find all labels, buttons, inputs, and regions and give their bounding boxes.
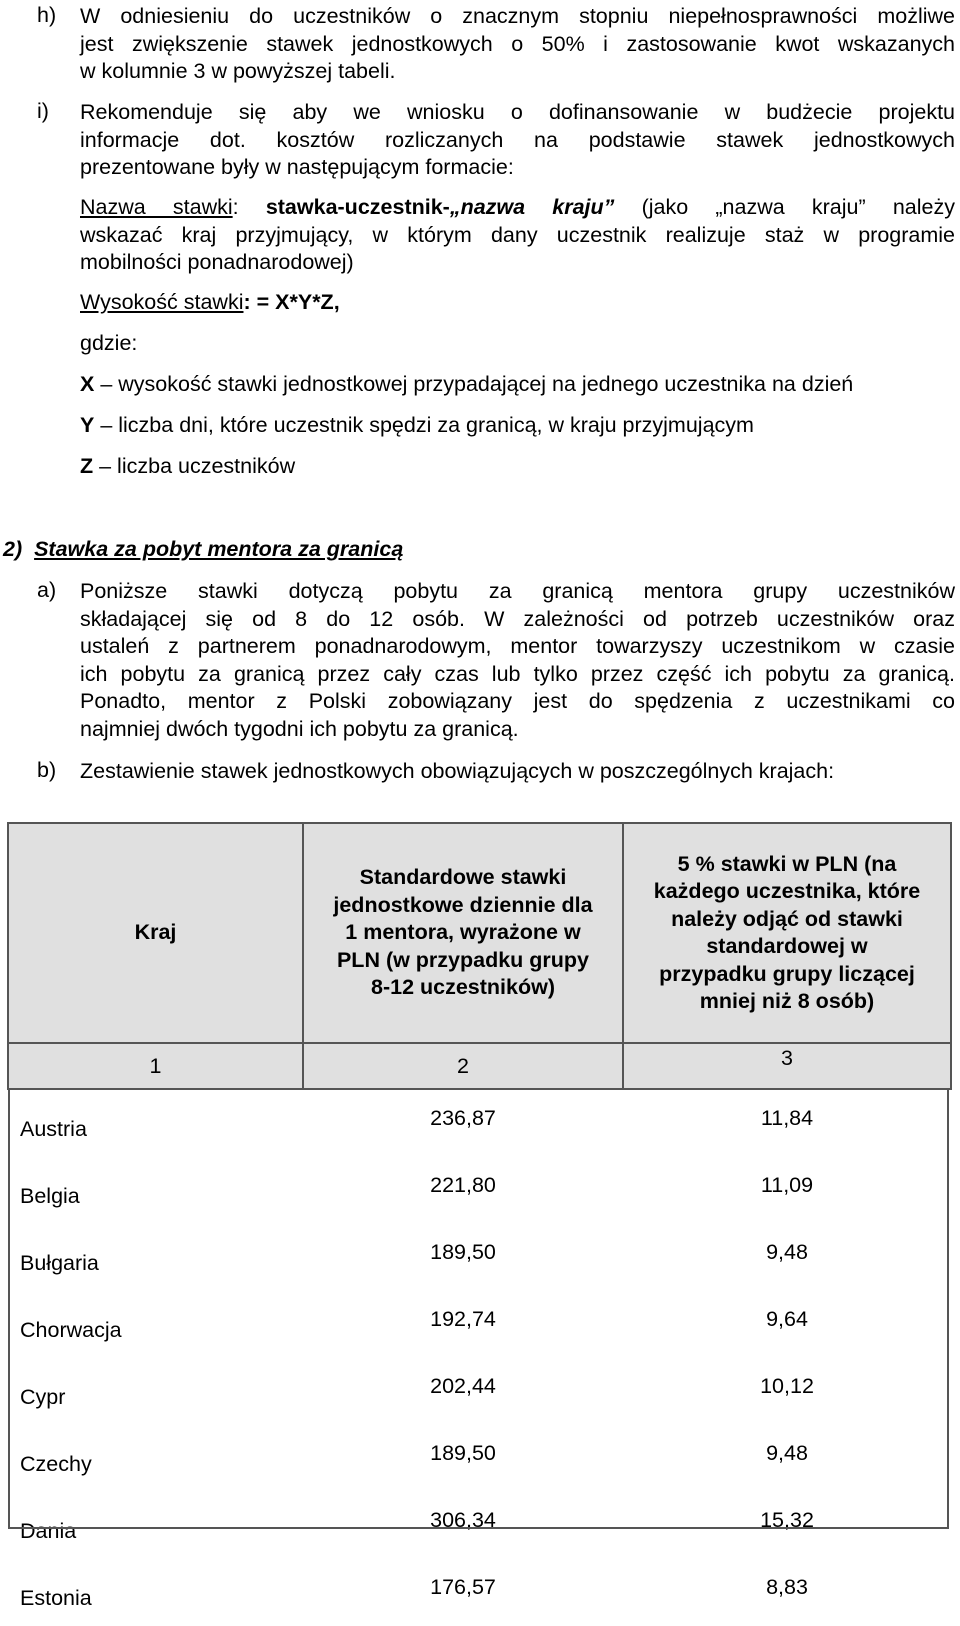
header-line: PLN (w przypadku grupy [336, 947, 590, 972]
column-number: 2 [303, 1043, 623, 1089]
text-line: najmniej dwóch tygodni ich pobytu za granicą. [80, 716, 519, 741]
text-line: Ponadto, mentor z Polski zobowiązany jest do spędzenia z uczestnikami co [80, 689, 955, 714]
rate-cell: 189,50 [430, 1441, 496, 1465]
header-line: 8-12 uczestników) [371, 975, 555, 1000]
definition-symbol: Y [80, 413, 95, 437]
definition-symbol: Z [80, 454, 94, 478]
table-row [8, 1291, 951, 1358]
percent-cell: 11,84 [760, 1106, 814, 1130]
country-cell: Estonia [20, 1586, 92, 1610]
header-line: standardowej w [706, 934, 868, 958]
header-line: Standardowe stawki [359, 865, 567, 890]
rate-cell: 221,80 [430, 1173, 496, 1197]
list-marker-a: a) [37, 578, 57, 602]
table-row [8, 1559, 951, 1626]
text-line: W odniesieniu do uczestników o znacznym stopniu niepełnosprawności możliwe [80, 4, 955, 28]
rate-name-value-italic: „nazwa kraju” [449, 195, 615, 219]
text-line: informacje dot. kosztów rozliczanych na podstawie stawek jednostkowych [80, 127, 955, 152]
rate-name-colon: : [232, 195, 239, 219]
country-cell: Austria [20, 1117, 87, 1141]
definition-y [80, 412, 754, 440]
rate-name-value [266, 195, 615, 219]
table-header-row [8, 823, 951, 1043]
table-row [8, 1358, 951, 1425]
header-line: przypadku grupy liczącej [659, 961, 915, 986]
rate-amount-line [80, 289, 340, 317]
header-line: jednostkowe dziennie dla [333, 892, 593, 917]
header-line: każdego uczestnika, które [653, 879, 921, 903]
country-cell: Belgia [20, 1184, 80, 1208]
text-line: prezentowane były w następującym formacie: [80, 155, 514, 180]
section-2a-text [80, 578, 955, 744]
definition-symbol: X [80, 372, 95, 396]
list-marker-b: b) [37, 758, 57, 782]
definition-z [80, 453, 295, 481]
section-2-heading [3, 536, 403, 564]
country-cell: Cypr [20, 1385, 66, 1409]
percent-cell: 9,48 [766, 1240, 808, 1264]
text-line: ustaleń z partnerem ponadnarodowym, mentor towarzyszy uczestnikom w czasie [80, 634, 955, 659]
section-2-title: Stawka za pobyt mentora za granicą [34, 537, 404, 561]
section-2-number: 2) [3, 537, 23, 561]
percent-cell: 9,64 [766, 1307, 808, 1331]
column-number-row [8, 1043, 951, 1089]
country-cell: Bułgaria [20, 1251, 99, 1275]
percent-cell: 9,48 [766, 1441, 808, 1465]
rate-cell: 176,57 [430, 1575, 496, 1599]
text-line: jest zwiększenie stawek jednostkowych o 50% i zastosowanie kwot wskazanych [80, 31, 955, 56]
rate-amount-formula: : = X*Y*Z, [243, 290, 340, 314]
rate-cell: 236,87 [430, 1106, 496, 1130]
column-number: 1 [8, 1043, 303, 1089]
table-row [8, 1425, 951, 1492]
header-standard-rate [303, 823, 623, 1043]
rate-amount-label: Wysokość stawki [80, 290, 244, 314]
table-row [8, 1224, 951, 1291]
percent-cell: 10,12 [760, 1374, 814, 1398]
text-line: ich pobytu za granicą przez cały czas lub tylko przez część ich pobytu za granicą. [80, 661, 955, 686]
header-line: mniej niż 8 osób) [699, 989, 875, 1013]
rates-table [7, 822, 952, 1626]
definition-x [80, 371, 853, 399]
rate-name-value-prefix: stawka-uczestnik- [265, 195, 450, 219]
section-h-text [80, 3, 955, 86]
definition-text: – wysokość stawki jednostkowej przypadającej na jednego uczestnika na dzień [100, 372, 854, 396]
list-marker-i: i) [37, 99, 49, 123]
column-number: 3 [623, 1043, 951, 1089]
header-percent-rate [623, 823, 951, 1043]
rate-cell: 202,44 [430, 1374, 496, 1398]
table-row [8, 1089, 951, 1157]
list-marker-h: h) [37, 3, 57, 27]
text-line: w kolumnie 3 w powyższej tabeli. [80, 59, 396, 84]
rate-name-note: (jako „nazwa kraju” należy [641, 195, 955, 219]
definition-text: – liczba dni, które uczestnik spędzi za granicą, w kraju przyjmującym [100, 413, 754, 437]
country-cell: Czechy [20, 1452, 92, 1476]
table-row [8, 1157, 951, 1224]
definition-text: – liczba uczestników [99, 454, 296, 478]
table-row [8, 1492, 951, 1559]
percent-cell: 11,09 [760, 1173, 814, 1197]
rate-cell: 306,34 [430, 1508, 496, 1532]
text-line: Rekomenduje się aby we wniosku o dofinansowanie w budżecie projektu [80, 100, 955, 124]
section-i-text [80, 99, 955, 182]
rate-name-label: Nazwa stawki [80, 195, 233, 219]
percent-cell: 15,32 [760, 1508, 814, 1532]
rate-cell: 189,50 [430, 1240, 496, 1264]
header-line: należy odjąć od stawki [671, 906, 903, 931]
rate-name-line [80, 194, 955, 222]
percent-cell: 8,83 [766, 1575, 808, 1599]
country-cell: Chorwacja [20, 1318, 122, 1342]
text-line: mobilności ponadnarodowej) [80, 250, 354, 275]
header-country: Kraj [8, 823, 303, 1043]
country-cell: Dania [20, 1519, 77, 1543]
text-line: składającej się od 8 do 12 osób. W zależności od potrzeb uczestników oraz [80, 606, 955, 631]
rate-cell: 192,74 [430, 1307, 496, 1331]
header-line: 5 % stawki w PLN (na [677, 851, 897, 876]
text-line: Poniższe stawki dotyczą pobytu za granicą mentora grupy uczestników [80, 579, 955, 603]
rate-name-block [80, 194, 955, 277]
section-2b-text: Zestawienie stawek jednostkowych obowiązujących w poszczególnych krajach: [80, 759, 835, 783]
header-line: 1 mentora, wyrażone w [345, 920, 581, 945]
where-label: gdzie: [80, 331, 138, 355]
text-line: wskazać kraj przyjmujący, w którym dany uczestnik realizuje staż w programie [80, 222, 955, 247]
